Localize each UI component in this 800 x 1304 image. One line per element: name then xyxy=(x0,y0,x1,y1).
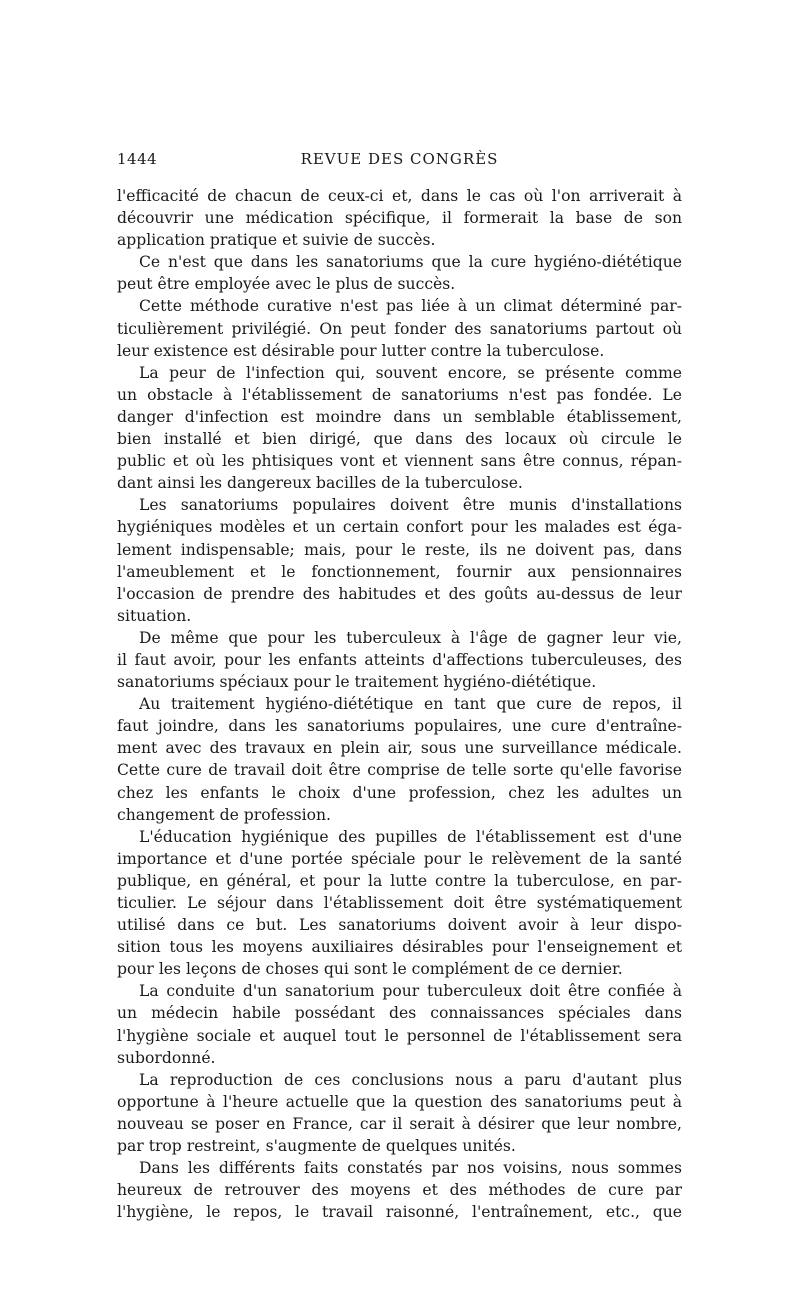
text-line: La conduite d'un sanatorium pour tuberculeux doit être confiée à xyxy=(139,982,682,1001)
text-line: L'éducation hygiénique des pupilles de l'établissement est d'une xyxy=(139,827,682,846)
text-line: découvrir une médication spécifique, il formerait la base de son xyxy=(117,209,682,228)
text-line: l'hygiène sociale et auquel tout le personnel de l'établissement sera xyxy=(117,1026,682,1045)
text-line: l'ameublement et le fonctionnement, fournir aux pensionnaires xyxy=(117,562,682,581)
text-line: par trop restreint, s'augmente de quelques unités. xyxy=(117,1137,516,1156)
text-line: public et où les phtisiques vont et viennent sans être connus, répan- xyxy=(117,452,682,471)
text-line: bien installé et bien dirigé, que dans des locaux où circule le xyxy=(117,430,682,449)
text-line: opportune à l'heure actuelle que la question des sanatoriums peut à xyxy=(117,1092,682,1111)
text-line: Dans les différents faits constatés par nos voisins, nous sommes xyxy=(139,1159,682,1178)
text-line: hygiéniques modèles et un certain confort pour les malades est éga- xyxy=(117,518,682,537)
paragraph xyxy=(117,826,682,981)
text-line: leur existence est désirable pour lutter contre la tuberculose. xyxy=(117,341,605,360)
text-line: un médecin habile possédant des connaissances spéciales dans xyxy=(117,1004,682,1023)
text-line: utilisé dans ce but. Les sanatoriums doivent avoir à leur dispo- xyxy=(117,916,682,935)
text-line: lement indispensable; mais, pour le reste, ils ne doivent pas, dans xyxy=(117,540,682,559)
text-line: subordonné. xyxy=(117,1048,216,1067)
body-text xyxy=(117,185,682,1223)
paragraph xyxy=(117,693,682,826)
text-line: sanatoriums spéciaux pour le traitement hygiéno-diététique. xyxy=(117,673,597,692)
text-line: Les sanatoriums populaires doivent être munis d'installations xyxy=(139,496,682,515)
text-line: pour les leçons de choses qui sont le complément de ce dernier. xyxy=(117,960,623,979)
text-line: La reproduction de ces conclusions nous a paru d'autant plus xyxy=(139,1070,682,1089)
text-line: faut joindre, dans les sanatoriums populaires, une cure d'entraîne- xyxy=(117,717,682,736)
paragraph xyxy=(117,295,682,361)
text-line: La peur de l'infection qui, souvent encore, se présente comme xyxy=(139,363,682,382)
text-line: sition tous les moyens auxiliaires désirables pour l'enseignement et xyxy=(117,938,682,957)
text-line: ment avec des travaux en plein air, sous une surveillance médicale. xyxy=(117,739,682,758)
text-line: De même que pour les tuberculeux à l'âge de gagner leur vie, xyxy=(139,628,682,647)
text-line: importance et d'une portée spéciale pour le relèvement de la santé xyxy=(117,849,682,868)
text-line: application pratique et suivie de succès. xyxy=(117,231,436,250)
text-line: un obstacle à l'établissement de sanatoriums n'est pas fondée. Le xyxy=(117,385,682,404)
journal-title: REVUE DES CONGRÈS xyxy=(300,150,499,168)
text-line: danger d'infection est moindre dans un semblable établissement, xyxy=(117,407,682,426)
text-line: changement de profession. xyxy=(117,805,331,824)
text-line: dant ainsi les dangereux bacilles de la tuberculose. xyxy=(117,474,523,493)
paragraph xyxy=(117,627,682,693)
text-line: ticulièrement privilégié. On peut fonder des sanatoriums partout où xyxy=(117,319,682,338)
text-line: publique, en général, et pour la lutte contre la tuberculose, en par- xyxy=(117,871,682,890)
text-line: l'occasion de prendre des habitudes et des goûts au-dessus de leur xyxy=(117,584,682,603)
text-line: Cette méthode curative n'est pas liée à un climat déterminé par- xyxy=(139,297,682,316)
text-line: nouveau se poser en France, car il serait à désirer que leur nombre, xyxy=(117,1114,682,1133)
text-line: Ce n'est que dans les sanatoriums que la cure hygiéno-diététique xyxy=(139,253,682,272)
paragraph xyxy=(117,251,682,295)
text-line: ticulier. Le séjour dans l'établissement doit être systématiquement xyxy=(117,894,682,912)
text-line: heureux de retrouver des moyens et des méthodes de cure par xyxy=(117,1181,682,1200)
paragraph xyxy=(117,362,682,495)
paragraph xyxy=(117,980,682,1068)
running-header xyxy=(117,150,682,172)
page-number: 1444 xyxy=(117,150,158,168)
text-line: l'hygiène, le repos, le travail raisonné, l'entraînement, etc., que xyxy=(117,1203,682,1222)
text-line: chez les enfants le choix d'une profession, chez les adultes un xyxy=(117,783,682,802)
paragraph xyxy=(117,1157,682,1223)
text-line: Au traitement hygiéno-diététique en tant que cure de repos, il xyxy=(139,695,682,714)
text-line: peut être employée avec le plus de succès. xyxy=(117,275,456,294)
paragraph xyxy=(117,1069,682,1157)
text-line: il faut avoir, pour les enfants atteints d'affections tuberculeuses, des xyxy=(117,650,682,669)
text-line: situation. xyxy=(117,606,192,625)
paragraph xyxy=(117,185,682,251)
text-line: Cette cure de travail doit être comprise de telle sorte qu'elle favorise xyxy=(117,761,682,780)
paragraph xyxy=(117,494,682,627)
text-line: l'efficacité de chacun de ceux-ci et, dans le cas où l'on arriverait à xyxy=(117,187,682,205)
